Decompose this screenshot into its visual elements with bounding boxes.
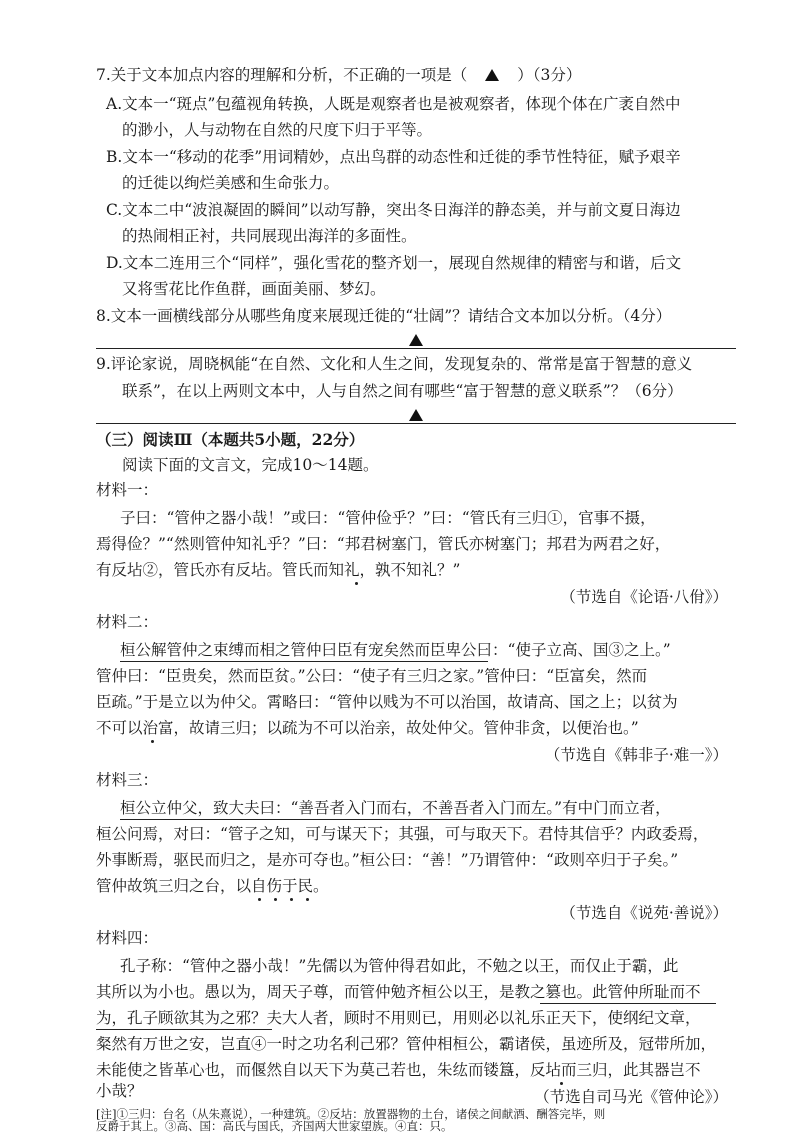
answer-triangle-icon xyxy=(409,334,423,346)
material-4-line2-text: 其所以为小也。愚以为，周天子尊，而管仲勉齐桓公以王，是教之篡也。 xyxy=(96,983,593,1001)
material-2-line1-rest: 公曰：“使子立高、国③之上。” xyxy=(461,641,671,659)
emphasis-dot xyxy=(560,1082,563,1085)
emphasis-dot xyxy=(274,898,277,901)
material-3-source: （节选自《说苑·善说》） xyxy=(560,904,728,922)
emphasis-dot xyxy=(355,582,358,585)
material-4-line2 xyxy=(96,981,701,1003)
section-heading: （三）阅读Ⅲ（本题共5小题，22分） xyxy=(96,430,365,449)
material-4-label: 材料四： xyxy=(96,929,159,947)
q7-stem xyxy=(96,64,581,86)
material-3-underlined-sentence: 桓公立仲父，致大夫曰：“善吾者入门而右，不善吾者入门而左。” xyxy=(120,799,563,817)
material-2-line1 xyxy=(120,639,671,661)
notes-line1: [注]①三归：台名（从朱熹说），一种建筑。②反坫：放置器物的土台，诸侯之间献酒、酬答完毕，则 xyxy=(96,1107,606,1121)
material-2-line3: 臣疏。”于是立以为仲父。霄略曰：“管仲以贱为不可以治国，故请高、国之上；以贫为 xyxy=(96,693,678,711)
material-3-line1 xyxy=(120,797,671,819)
material-4-line3-rest: 夫大人者，顾时不用则已，用则必以礼乐正天下，使纲纪文章， xyxy=(266,1009,701,1027)
material-4-line1: 孔子称：“管仲之器小哉！”先儒以为管仲得君如此，不勉之以王，而仅止于霸，此 xyxy=(120,957,679,975)
material-3-line4: 管仲故筑三归之台，以自伤于民。 xyxy=(96,877,329,895)
q7-option-d-line2: 又将雪花比作鱼群，画面美丽、梦幻。 xyxy=(122,280,386,298)
material-1-line3: 有反坫②，管氏亦有反坫。管氏而知礼，孰不知礼？” xyxy=(96,561,461,579)
material-1-source: （节选自《论语·八佾》） xyxy=(560,588,728,606)
q7-option-c-line1: C.文本二中“波浪凝固的瞬间”以动写静，突出冬日海洋的静态美，并与前文夏日海边 xyxy=(106,201,681,219)
underline xyxy=(96,1029,272,1030)
material-2-line4: 不可以治富，故请三归；以疏为不可以治亲，故处仲父。管仲非贪，以便治也。” xyxy=(96,719,639,737)
q7-option-b-line1: B.文本一“移动的花季”用词精妙，点出鸟群的动态性和迁徙的季节性特征，赋予艰辛 xyxy=(106,148,681,166)
material-4-line4: 粲然有万世之安，岂直④一时之功名利己邪？管仲相桓公，霸诸侯，虽迹所及，冠带所加， xyxy=(96,1035,717,1053)
section-instruction: 阅读下面的文言文，完成10～14题。 xyxy=(122,456,379,474)
q7-option-a-line1: A.文本一“斑点”包蕴视角转换，人既是观察者也是被观察者，体现个体在广袤自然中 xyxy=(106,95,681,113)
material-2-line2: 管仲曰：“臣贵矣，然而臣贫。”公曰：“使子有三归之家。”管仲曰：“臣富矣，然而 xyxy=(96,667,648,685)
material-2-source: （节选自《韩非子·难一》） xyxy=(544,746,728,764)
q9-stem-line1: 9.评论家说，周晓枫能“在自然、文化和人生之间，发现复杂的、常常是富于智慧的意义 xyxy=(96,355,693,373)
material-1-line1: 子曰：“管仲之器小哉！”或曰：“管仲俭乎？”曰：“管氏有三归①，官事不摄， xyxy=(120,509,656,527)
q7-option-b-line2: 的迁徙以绚烂美感和生命张力。 xyxy=(122,174,340,192)
material-2-underlined-sentence: 桓公解管仲之束缚而相之管仲曰臣有宠矣然而臣卑 xyxy=(120,641,462,659)
material-4-source: （节选自司马光《管仲论》） xyxy=(534,1088,728,1106)
material-2-label: 材料二： xyxy=(96,613,159,631)
q7-stem-score: ）（3分） xyxy=(517,66,582,84)
q7-option-c-line2: 的热闹相正衬，共同展现出海洋的多面性。 xyxy=(122,227,417,245)
answer-line xyxy=(96,423,736,424)
material-4-line6: 小哉？ xyxy=(96,1082,143,1100)
emphasis-dot xyxy=(290,898,293,901)
q8-stem: 8.文本一画横线部分从哪些角度来展现迁徙的“壮阔”？请结合文本加以分析。（4分） xyxy=(96,307,672,325)
underline xyxy=(120,661,488,662)
answer-line xyxy=(96,348,736,349)
notes-line2: 反爵于其上。③高、国：高氏与国氏，齐国两大世家望族。④直：只。 xyxy=(96,1119,453,1133)
material-3-line1-rest: 有中门而立者， xyxy=(562,799,671,817)
underline xyxy=(540,1003,716,1004)
emphasis-dot xyxy=(151,740,154,743)
material-1-line2: 焉得俭？”“然则管仲知礼乎？”曰：“邦君树塞门，管氏亦树塞门；邦君为两君之好， xyxy=(96,535,671,553)
q7-option-d-line1: D.文本二连用三个“同样”，强化雪花的整齐划一，展现自然规律的精密与和谐，后文 xyxy=(106,254,682,272)
material-4-line3 xyxy=(96,1007,701,1029)
material-4-underlined-start: 此管仲所耻而不 xyxy=(592,983,701,1001)
answer-triangle-icon xyxy=(409,409,423,421)
q7-stem-text: 7.关于文本加点内容的理解和分析，不正确的一项是（ xyxy=(96,66,468,84)
answer-triangle-icon xyxy=(485,69,499,81)
material-4-underlined-end: 为，孔子顾欲其为之邪？ xyxy=(96,1009,267,1027)
material-3-label: 材料三： xyxy=(96,771,159,789)
emphasis-dot xyxy=(258,898,261,901)
material-4-line5: 未能使之皆革心也，而偃然自以天下为莫己若也，朱纮而镂簋，反坫而三归，此其器岂不 xyxy=(96,1061,701,1079)
material-3-line3: 外事断焉，驱民而归之，是亦可夺也。”桓公曰：“善！”乃谓管仲：“政则卒归于子矣。” xyxy=(96,851,679,869)
material-1-label: 材料一： xyxy=(96,481,159,499)
emphasis-dot xyxy=(306,898,309,901)
material-3-line2: 桓公问焉，对曰：“管子之知，可与谋天下；其强，可与取天下。君恃其信乎？内政委焉， xyxy=(96,825,709,843)
q7-option-a-line2: 的渺小，人与动物在自然的尺度下归于平等。 xyxy=(122,121,433,139)
q9-stem-line2: 联系”，在以上两则文本中，人与自然之间有哪些“富于智慧的意义联系”？（6分） xyxy=(122,382,683,400)
underline xyxy=(120,819,616,820)
